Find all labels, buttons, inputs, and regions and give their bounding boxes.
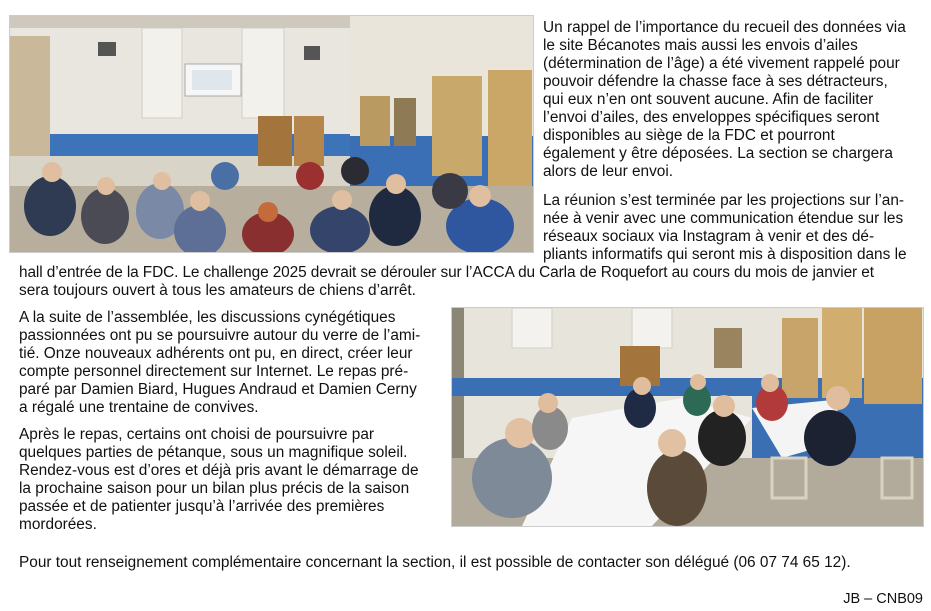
- text-line: l’envoi d’ailes, des enveloppes spécifiques seront: [543, 109, 880, 126]
- text-line: alors de leur envoi.: [543, 163, 674, 180]
- text-line: sera toujours ouvert à tous les amateurs de chiens d’arrêt.: [19, 282, 416, 299]
- text-line: quelques parties de pétanque, sous un magnifique soleil.: [19, 444, 408, 461]
- text-line: a régalé une trentaine de convives.: [19, 399, 259, 416]
- text-line: née à venir avec une communication étendue sur les: [543, 210, 904, 227]
- paragraph-data-collection: [543, 19, 928, 181]
- text-line: compte personnel directement sur Internet. Le repas pré-: [19, 363, 409, 380]
- meal-photo: [451, 307, 924, 527]
- signature: JB – CNB09: [843, 591, 923, 607]
- text-line: le site Bécanotes mais aussi les envois d’ailes: [543, 37, 858, 54]
- paragraph-after-meal: [19, 426, 444, 534]
- text-line: hall d’entrée de la FDC. Le challenge 2025 devrait se dérouler sur l’ACCA du Carla de Roquefort au cours du mois de janvier et: [19, 264, 874, 281]
- text-line: (détermination de l’âge) a été vivement rappelé pour: [543, 55, 900, 72]
- text-line: la prochaine saison pour un bilan plus précis de la saison: [19, 480, 410, 497]
- paragraph-after-assembly: [19, 309, 444, 417]
- text-line: Rendez-vous est d’ores et déjà pris avant le démarrage de: [19, 462, 419, 479]
- text-line: passionnées ont pu se poursuivre autour du verre de l’ami-: [19, 327, 421, 344]
- text-line: pliants informatifs qui seront mis à disposition dans le: [543, 246, 907, 263]
- meeting-photo: [9, 15, 534, 253]
- text-line: réseaux sociaux via Instagram à venir et des dé-: [543, 228, 875, 245]
- text-line: mordorées.: [19, 516, 97, 533]
- paragraph-projections: [543, 192, 928, 264]
- text-line: Un rappel de l’importance du recueil des données via: [543, 19, 906, 36]
- paragraph-projections-continued: [19, 264, 924, 300]
- text-line: pouvoir défendre la chasse face à ses détracteurs,: [543, 73, 888, 90]
- text-line: tié. Onze nouveaux adhérents ont pu, en direct, créer leur: [19, 345, 413, 362]
- text-line: La réunion s’est terminée par les projections sur l’an-: [543, 192, 905, 209]
- contact-line: Pour tout renseignement complémentaire concernant la section, il est possible de contacter son délégué (06 07 74 65 12).: [19, 554, 851, 571]
- text-line: paré par Damien Biard, Hugues Andraud et Damien Cerny: [19, 381, 417, 398]
- text-line: qui eux n’en ont souvent aucune. Afin de faciliter: [543, 91, 874, 108]
- text-line: disponibles au siège de la FDC et pourront: [543, 127, 835, 144]
- text-line: également y être déposées. La section se chargera: [543, 145, 893, 162]
- text-line: Après le repas, certains ont choisi de poursuivre par: [19, 426, 375, 443]
- text-line: A la suite de l’assemblée, les discussions cynégétiques: [19, 309, 396, 326]
- text-line: passée et de patienter jusqu’à l’arrivée des premières: [19, 498, 385, 515]
